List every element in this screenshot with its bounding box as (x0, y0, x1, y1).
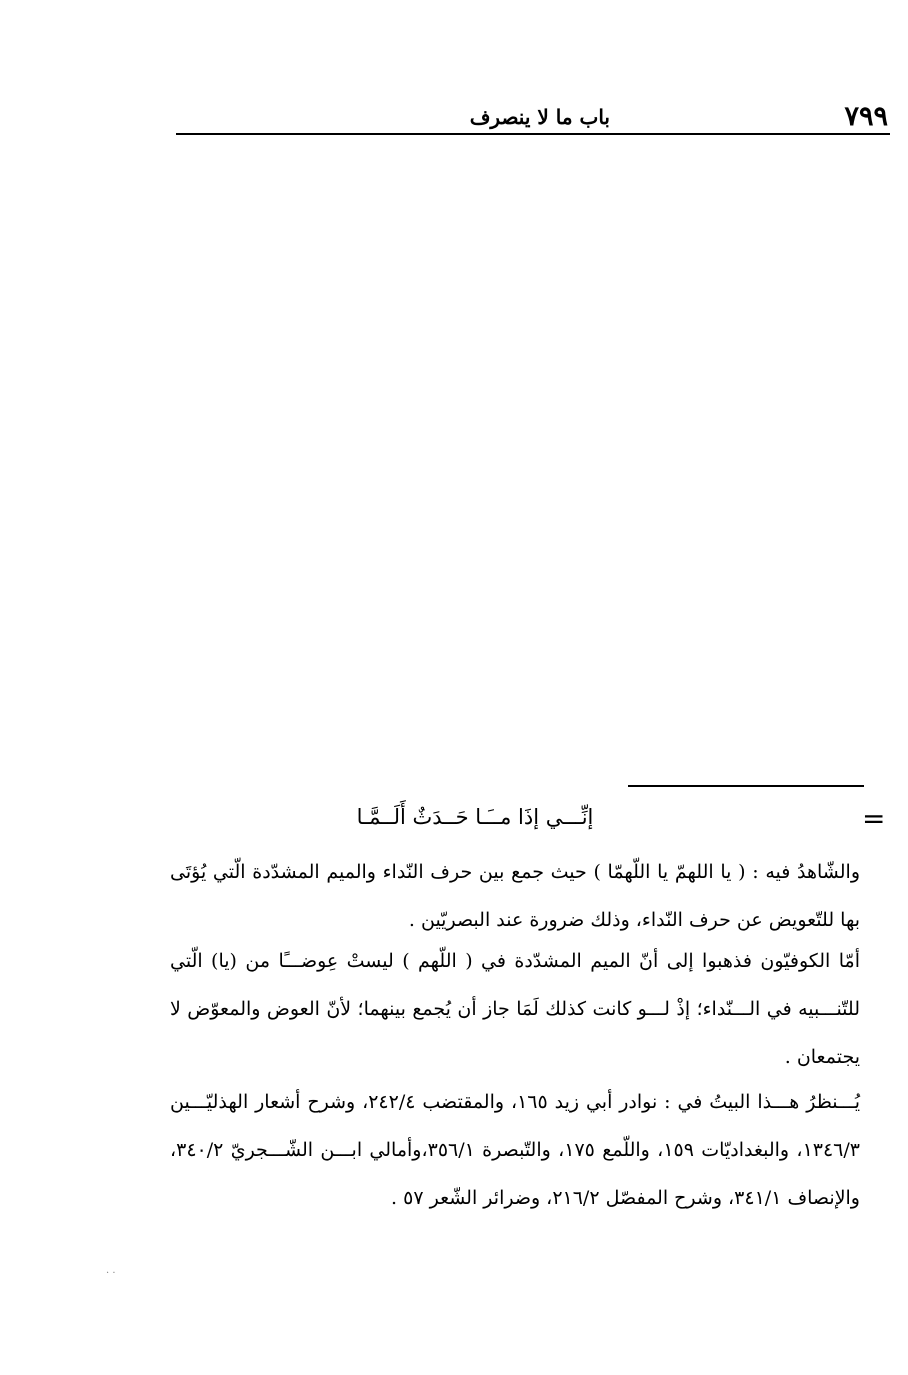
footnote-paragraph-kufans: أمّا الكوفيّون فذهبوا إلى أنّ الميم المشدّدة في ( اللّهم ) ليستْ عِوضـــًا من (يا) الّتي للتّنـــبيه في الـــنّداء؛ إذْ لـــو كانت كذلك لَمَا جاز أن يُجمع بينهما؛ لأنّ العوض والمعوّض لا يجتمعان . (170, 950, 860, 1068)
running-title: باب ما لا ينصرف (469, 105, 610, 129)
footnote-paragraph-shahid: والشّاهدُ فيه : ( يا اللهمّ يا اللّهمّا ) حيث جمع بين حرف النّداء والميم المشدّدة الّتي يُؤتَى بها للتّعويض عن حرف النّداء، وذلك ضرورة عند البصريّين . (170, 861, 860, 931)
poetry-verse: إنِّـــي إذَا مــَـا حَــدَثٌ أَلَــمَّـا (356, 805, 594, 829)
footnote-paragraph-sources: يُـــنظرُ هـــذا البيتُ في : نوادر أبي زيد ١٦٥، والمقتضب ٢٤٢/٤، وشرح أشعار الهذليّـــين ١٣٤٦/٣، والبغداديّات ١٥٩، واللّمع ١٧٥، والتّبصرة ٣٥٦/١،وأمالي ابـــن الشّـــجريّ ٣٤٠/٢، والإنصاف ٣٤١/١، وشرح المفصّل ٢١٦/٢، وضرائر الشّعر ٥٧ . (170, 1091, 861, 1209)
footnote-continuation-mark: = (862, 802, 886, 835)
scan-specks: · · (106, 1268, 116, 1279)
page-number: ٧٩٩ (844, 101, 888, 132)
footnote-rule (628, 785, 864, 787)
page-header (176, 96, 890, 136)
header-rule (176, 133, 890, 135)
